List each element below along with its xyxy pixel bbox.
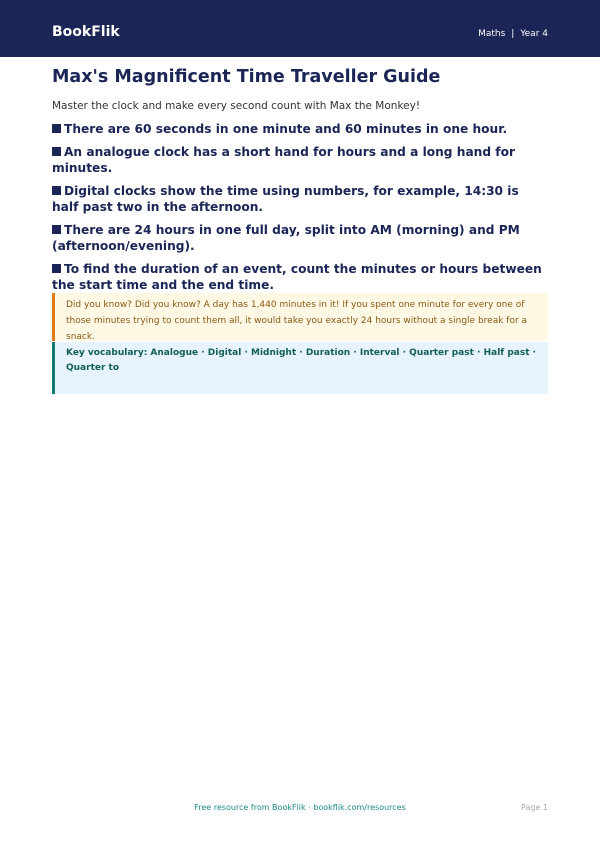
fun-fact-text: Did you know? Did you know? A day has 1,440 minutes in it! If you spent one minute for every one of those minutes trying to count them all, it would take you exactly 24 hours without a single break for a snack. (66, 300, 528, 342)
key-point-item (52, 183, 542, 215)
header-bar (0, 0, 600, 57)
key-point-item (52, 222, 542, 254)
page-subtitle: Master the clock and make every second count with Max the Monkey! (52, 100, 421, 112)
square-bullet-icon (52, 147, 61, 156)
square-bullet-icon (52, 225, 61, 234)
key-point-text: Digital clocks show the time using numbers, for example, 14:30 is half past two in the afternoon. (52, 184, 519, 214)
year-label: Year 4 (520, 29, 548, 39)
key-point-text: There are 60 seconds in one minute and 60 minutes in one hour. (64, 122, 508, 136)
page-footer (0, 802, 600, 814)
key-point-text: An analogue clock has a short hand for hours and a long hand for minutes. (52, 145, 515, 175)
fun-fact-callout (52, 293, 548, 341)
key-vocabulary-callout (52, 342, 548, 394)
subject-label: Maths (478, 29, 506, 39)
key-point-item (52, 261, 542, 293)
key-vocabulary-text: Key vocabulary: Analogue · Digital · Midnight · Duration · Interval · Quarter past · Half past · Quarter to (66, 348, 537, 373)
key-point-text: There are 24 hours in one full day, split into AM (morning) and PM (afternoon/evening). (52, 223, 520, 253)
key-points-list (52, 121, 542, 300)
meta-separator: | (511, 29, 515, 39)
square-bullet-icon (52, 264, 61, 273)
brand-logo-text[interactable]: BookFlik (52, 24, 120, 40)
square-bullet-icon (52, 186, 61, 195)
key-point-item (52, 144, 542, 176)
page-number: Page 1 (521, 803, 548, 812)
header-meta (478, 28, 548, 40)
key-point-text: To find the duration of an event, count the minutes or hours between the start time and the end time. (52, 262, 542, 292)
footer-resource-link[interactable]: Free resource from BookFlik · bookflik.com/resources (194, 803, 406, 812)
square-bullet-icon (52, 124, 61, 133)
page-title: Max's Magnificent Time Traveller Guide (52, 67, 441, 87)
key-point-item (52, 121, 542, 137)
